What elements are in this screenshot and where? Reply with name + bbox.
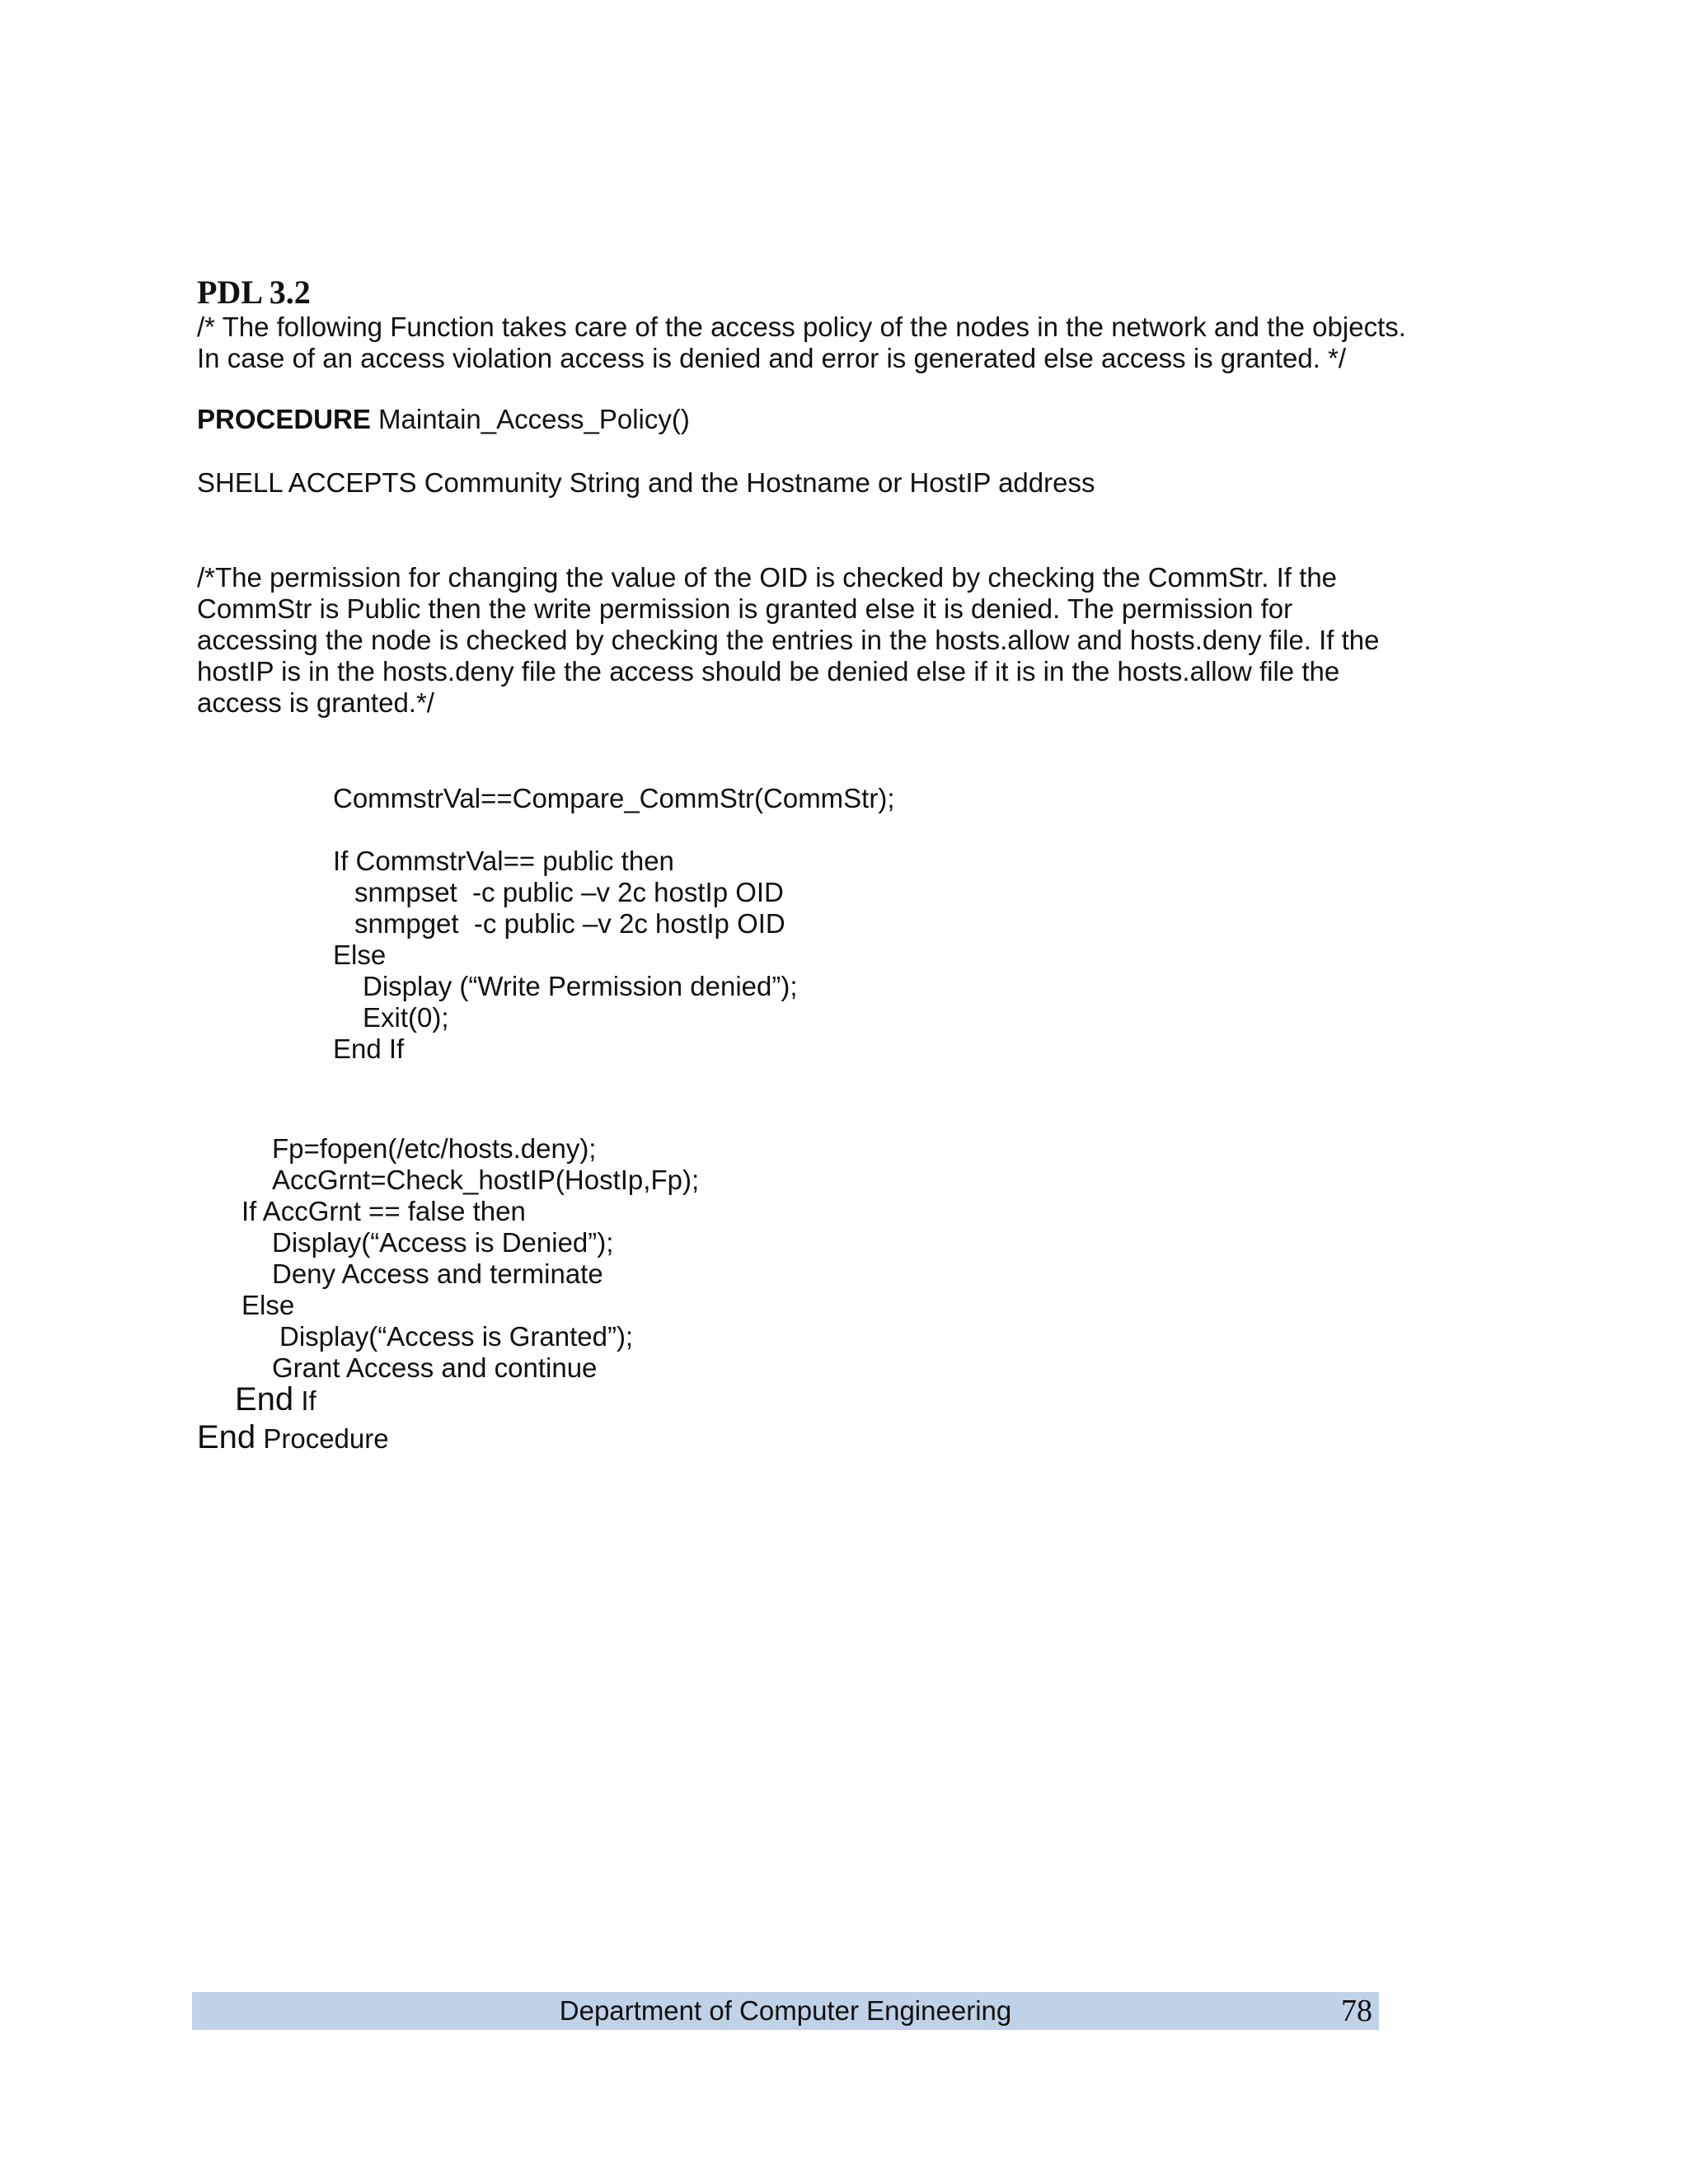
end-procedure-keyword: End [197,1419,256,1455]
footer-department: Department of Computer Engineering [559,1995,1012,2026]
footer-bar [192,1992,1379,2030]
code-line: If CommstrVal== public then [333,846,674,876]
code-line: snmpset -c public –v 2c hostIp OID [354,877,784,907]
code-line: Display (“Write Permission denied”); [363,971,798,1001]
code-line: snmpget -c public –v 2c hostIp OID [354,908,785,939]
code-line: Exit(0); [363,1002,449,1033]
code-line: If AccGrnt == false then [241,1196,526,1226]
code-line: CommstrVal==Compare_CommStr(CommStr); [333,783,895,813]
code-line: Display(“Access is Granted”); [279,1321,634,1352]
code-line: Else [241,1290,295,1320]
procedure-name: Maintain_Access_Policy() [370,404,690,434]
code-line: Grant Access and continue [272,1352,598,1383]
intro-line: /* The following Function takes care of the access policy of the nodes in the network and the objects. [197,312,1406,342]
paragraph-line: CommStr is Public then the write permission is granted else it is denied. The permission for [197,593,1293,624]
paragraph-line: /*The permission for changing the value of the OID is checked by checking the CommStr. If the [197,562,1338,593]
end-if-keyword: End [235,1381,294,1418]
procedure-keyword: PROCEDURE [197,404,371,434]
shell-accepts-line: SHELL ACCEPTS Community String and the Hostname or HostIP address [197,467,1095,498]
paragraph-line: accessing the node is checked by checking the entries in the hosts.allow and hosts.deny file. If the [197,625,1380,655]
end-procedure-line [197,1419,389,1455]
code-line: Deny Access and terminate [272,1258,603,1289]
code-line: Display(“Access is Denied”); [272,1227,614,1258]
end-if-line [235,1381,316,1418]
code-line: End If [333,1033,405,1064]
intro-line: In case of an access violation access is denied and error is generated else access is granted. */ [197,343,1347,373]
code-line: AccGrnt=Check_hostIP(HostIp,Fp); [272,1165,700,1195]
paragraph-line: hostIP is in the hosts.deny file the access should be denied else if it is in the hosts.allow file the [197,656,1340,687]
section-heading: PDL 3.2 [197,274,311,311]
end-procedure-suffix: Procedure [256,1423,389,1454]
code-line: Fp=fopen(/etc/hosts.deny); [272,1133,597,1164]
paragraph-line: access is granted.*/ [197,687,434,718]
procedure-declaration [197,404,690,435]
code-line: Else [333,940,387,970]
page-number: 78 [1341,1994,1372,2028]
end-if-suffix: If [293,1385,316,1416]
